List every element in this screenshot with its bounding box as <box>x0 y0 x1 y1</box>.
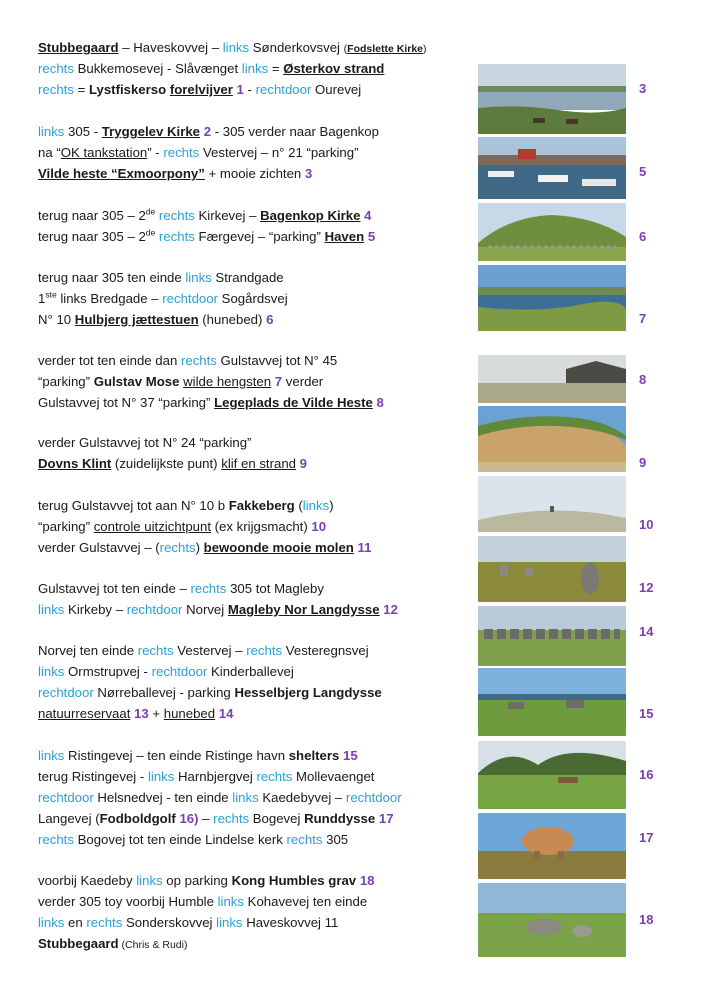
direction-word: links <box>38 124 65 139</box>
stop-number: 6 <box>266 312 274 327</box>
route-text: Haven <box>324 229 365 244</box>
route-block-2 <box>38 121 379 184</box>
route-text: - <box>243 82 256 97</box>
direction-word: links <box>185 270 212 285</box>
photo-number: 17 <box>639 830 654 845</box>
route-text: verder tot ten einde dan <box>38 353 181 368</box>
stop-number: 2 <box>203 124 212 139</box>
route-text: Færgevej – “parking” <box>194 229 325 244</box>
route-line <box>38 578 398 599</box>
route-text: Vestervej – n° 21 “parking” <box>199 145 359 160</box>
route-line <box>38 516 371 537</box>
route-text: Bogevej <box>249 811 305 826</box>
photo-number: 9 <box>639 455 647 470</box>
route-text: (ex krijgsmacht) <box>211 519 312 534</box>
route-text: Tryggelev Kirke <box>101 124 201 139</box>
route-line <box>38 121 379 142</box>
route-text: = <box>268 61 284 76</box>
route-text: Hulbjerg jættestuen <box>74 312 199 327</box>
route-text: Haveskovvej 11 <box>242 915 339 930</box>
route-line <box>38 58 427 79</box>
route-text: Helsnedvej - ten einde <box>93 790 233 805</box>
route-text: Østerkov strand <box>283 61 385 76</box>
route-text: (Chris & Rudi) <box>118 939 188 951</box>
photo-harbour <box>478 137 626 199</box>
route-text: Ristingevej – ten einde Ristinge havn <box>64 748 289 763</box>
route-text: Kaedebyvej – <box>258 790 346 805</box>
route-line <box>38 453 307 474</box>
route-line <box>38 537 371 558</box>
route-line <box>38 432 307 453</box>
direction-word: rechts <box>213 811 250 826</box>
stop-number: 18 <box>359 873 375 888</box>
stop-number: 5 <box>367 229 376 244</box>
route-block-4 <box>38 267 288 330</box>
route-text: Ourevej <box>311 82 362 97</box>
route-text: verder Gulstavvej tot N° 24 “parking” <box>38 435 252 450</box>
route-text: Legeplads de Vilde Heste <box>214 395 373 410</box>
route-text: ) <box>329 498 334 513</box>
direction-word: rechtdoor <box>255 82 312 97</box>
route-text: Sonderskovvej <box>122 915 217 930</box>
route-text: - 305 verder naar Bagenkop <box>211 124 379 139</box>
stop-number: 8 <box>376 395 384 410</box>
route-text: Kirkevej – <box>194 208 261 223</box>
photo-park <box>478 741 626 809</box>
photo-number: 15 <box>639 706 654 721</box>
stop-number: 10 <box>311 519 327 534</box>
photo-barn-field <box>478 355 626 403</box>
direction-word: links <box>232 790 259 805</box>
route-text: 305 tot Magleby <box>226 581 324 596</box>
route-line <box>38 79 427 100</box>
direction-word: rechts <box>158 229 195 244</box>
route-text: Magleby Nor Langdysse <box>227 602 380 617</box>
photo-number: 8 <box>639 372 647 387</box>
direction-word: links <box>147 769 175 784</box>
route-block-11 <box>38 870 374 954</box>
route-text: terug Gulstavvej tot aan N° 10 b <box>38 498 229 513</box>
stop-number: 16) <box>179 811 199 826</box>
photo-number: 6 <box>639 229 647 244</box>
route-text: Gulstav Mose <box>93 374 180 389</box>
route-text: Gulstavvej tot N° 37 “parking” <box>38 395 215 410</box>
photo-number: 14 <box>639 624 654 639</box>
route-line <box>38 163 379 184</box>
route-line <box>38 745 402 766</box>
route-text: Runddysse <box>304 811 376 826</box>
route-block-9 <box>38 640 382 724</box>
route-line <box>38 640 382 661</box>
route-line <box>38 682 382 703</box>
route-line <box>38 787 402 808</box>
direction-word: rechts <box>38 61 74 76</box>
route-line <box>38 142 379 163</box>
stop-number: 14 <box>218 706 234 721</box>
route-text: Fodboldgolf <box>99 811 176 826</box>
route-text: Bukkemosevej - Slåvænget <box>73 61 242 76</box>
route-text: Langevej ( <box>38 811 100 826</box>
direction-word: rechts <box>38 832 74 847</box>
route-text: Fodslette Kirke <box>347 43 424 55</box>
direction-word: rechtdoor <box>38 790 94 805</box>
route-text: 1 <box>38 291 46 306</box>
photo-reserve <box>478 668 626 736</box>
route-text: + mooie zichten <box>204 166 305 181</box>
route-line <box>38 495 371 516</box>
direction-word: rechts <box>163 145 200 160</box>
route-text: verder 305 toy voorbij Humble <box>38 894 218 909</box>
stop-number: 15 <box>342 748 358 763</box>
route-line <box>38 870 374 891</box>
route-line <box>38 350 384 371</box>
route-text: = <box>73 82 89 97</box>
route-text: de <box>145 206 156 217</box>
route-text: Ormstrupvej - <box>64 664 152 679</box>
route-text: Gulstavvej tot N° 45 <box>216 353 338 368</box>
route-text: voorbij Kaedeby <box>38 873 137 888</box>
route-text: Kohavevej ten einde <box>243 894 368 909</box>
route-text: de <box>145 227 156 238</box>
direction-word: links <box>241 61 269 76</box>
route-block-7 <box>38 495 371 558</box>
direction-word: rechts <box>159 540 196 555</box>
route-text: terug Ristingevej - <box>38 769 148 784</box>
route-text: Sogårdsvej <box>217 291 288 306</box>
photo-wetland <box>478 265 626 331</box>
photo-number: 12 <box>639 580 654 595</box>
direction-word: rechts <box>190 581 227 596</box>
route-line <box>38 808 402 829</box>
photo-kong-humbles <box>478 883 626 957</box>
direction-word: links <box>302 498 330 513</box>
route-text: verder <box>282 374 324 389</box>
direction-word: rechts <box>256 769 293 784</box>
photo-burial-mound <box>478 203 626 261</box>
route-text: ) <box>423 43 427 55</box>
photo-number: 3 <box>639 81 647 96</box>
photo-long-barrow <box>478 606 626 666</box>
route-text: Harnbjergvej <box>174 769 257 784</box>
route-line <box>38 205 375 226</box>
direction-word: links <box>136 873 163 888</box>
route-block-1 <box>38 37 427 100</box>
route-text: Bagenkop Kirke <box>260 208 361 223</box>
route-line <box>38 226 375 247</box>
route-text: Dovns Klint <box>38 456 112 471</box>
stop-number: 12 <box>383 602 398 617</box>
direction-word: rechtdoor <box>151 664 208 679</box>
route-text: Fakkeberg <box>228 498 295 513</box>
route-text: “parking” <box>38 374 94 389</box>
direction-word: rechtdoor <box>126 602 183 617</box>
route-text: Vesteregnsvej <box>282 643 369 658</box>
route-text: + <box>148 706 164 721</box>
route-line <box>38 933 374 954</box>
photo-number: 7 <box>639 311 647 326</box>
route-text: Kinderballevej <box>207 664 294 679</box>
direction-word: links <box>38 602 65 617</box>
route-text: 305 - <box>64 124 102 139</box>
route-text: shelters <box>288 748 340 763</box>
stop-number: 17 <box>378 811 394 826</box>
photo-round-dolmen <box>478 813 626 879</box>
route-text: Stubbegaard <box>38 40 119 55</box>
route-text: OK tankstation <box>60 145 148 160</box>
photo-lake-horses <box>478 64 626 134</box>
direction-word: rechts <box>86 915 123 930</box>
route-text: (zuidelijkste punt) <box>111 456 222 471</box>
direction-word: links <box>38 748 65 763</box>
route-text: natuurreservaat <box>38 706 131 721</box>
stop-number: 11 <box>357 540 372 555</box>
direction-word: links <box>222 40 250 55</box>
route-text: – Haveskovvej – <box>118 40 223 55</box>
route-text: Stubbegaard <box>38 936 119 951</box>
stop-number: 3 <box>304 166 313 181</box>
route-line <box>38 37 427 58</box>
route-text: Mollevaenget <box>292 769 375 784</box>
route-line <box>38 661 382 682</box>
route-text: terug naar 305 ten einde <box>38 270 186 285</box>
route-text: Sønderkovsvej <box>249 40 344 55</box>
route-text: Nørreballevej - parking <box>93 685 235 700</box>
route-line <box>38 891 374 912</box>
photo-hill <box>478 476 626 532</box>
direction-word: links <box>38 915 65 930</box>
route-block-3 <box>38 205 375 247</box>
route-text: klif en strand <box>221 456 296 471</box>
direction-word: rechts <box>38 82 74 97</box>
route-line <box>38 288 288 309</box>
route-text: 305 <box>322 832 349 847</box>
route-line <box>38 309 288 330</box>
route-text: op parking <box>162 873 232 888</box>
photo-standing-stones <box>478 536 626 602</box>
route-text: forelvijver <box>169 82 233 97</box>
direction-word: links <box>216 915 243 930</box>
route-text: (hunebed) <box>198 312 267 327</box>
route-line <box>38 766 402 787</box>
route-text: Vestervej – <box>173 643 247 658</box>
direction-word: rechts <box>180 353 217 368</box>
route-block-5 <box>38 350 384 413</box>
direction-word: rechts <box>137 643 174 658</box>
route-text: hunebed <box>163 706 216 721</box>
route-text: ” - <box>147 145 164 160</box>
photo-number: 16 <box>639 767 654 782</box>
route-text: Kong Humbles grav <box>231 873 357 888</box>
route-text: – <box>198 811 214 826</box>
route-text: Gulstavvej tot ten einde – <box>38 581 191 596</box>
route-text: Hesselbjerg Langdysse <box>234 685 382 700</box>
route-line <box>38 829 402 850</box>
route-text: bewoonde mooie molen <box>203 540 354 555</box>
route-text: Kirkeby – <box>64 602 127 617</box>
route-text: ste <box>45 289 57 300</box>
route-line <box>38 267 288 288</box>
route-block-10 <box>38 745 402 850</box>
route-line <box>38 912 374 933</box>
direction-word: rechtdoor <box>345 790 402 805</box>
route-text: Lystfiskerso <box>88 82 170 97</box>
photo-number: 5 <box>639 164 647 179</box>
direction-word: links <box>217 894 244 909</box>
route-text: wilde hengsten <box>183 374 272 389</box>
stop-number: 9 <box>299 456 308 471</box>
route-text: ( <box>294 498 303 513</box>
route-text: Norvej ten einde <box>38 643 138 658</box>
route-line <box>38 371 384 392</box>
route-block-8 <box>38 578 398 620</box>
route-text: ( <box>343 43 348 55</box>
stop-number: 1 <box>236 82 244 97</box>
route-line <box>38 703 382 724</box>
route-text: controle uitzichtpunt <box>93 519 211 534</box>
route-text: en <box>64 915 87 930</box>
route-text: Norvej <box>182 602 228 617</box>
route-text: verder Gulstavvej – ( <box>38 540 160 555</box>
route-text: links Bredgade – <box>56 291 163 306</box>
direction-word: rechtdoor <box>162 291 218 306</box>
direction-word: rechts <box>158 208 195 223</box>
route-text: terug naar 305 – 2 <box>38 229 146 244</box>
route-block-6 <box>38 432 307 474</box>
route-line <box>38 392 384 413</box>
route-line <box>38 599 398 620</box>
route-text: na “ <box>38 145 61 160</box>
route-text: Vilde heste “Exmoorpony” <box>38 166 205 181</box>
photo-number: 18 <box>639 912 654 927</box>
route-text: Strandgade <box>211 270 284 285</box>
photo-cliff <box>478 406 626 472</box>
stop-number: 7 <box>274 374 283 389</box>
photo-number: 10 <box>639 517 654 532</box>
direction-word: links <box>38 664 65 679</box>
stop-number: 4 <box>364 208 372 223</box>
route-text: Bogovej tot ten einde Lindelse kerk <box>73 832 287 847</box>
route-text: terug naar 305 – 2 <box>38 208 146 223</box>
direction-word: rechts <box>286 832 323 847</box>
route-text: N° 10 <box>38 312 75 327</box>
direction-word: rechts <box>246 643 283 658</box>
route-text: ) <box>195 540 204 555</box>
direction-word: rechtdoor <box>38 685 94 700</box>
route-text: “parking” <box>38 519 94 534</box>
stop-number: 13 <box>134 706 149 721</box>
